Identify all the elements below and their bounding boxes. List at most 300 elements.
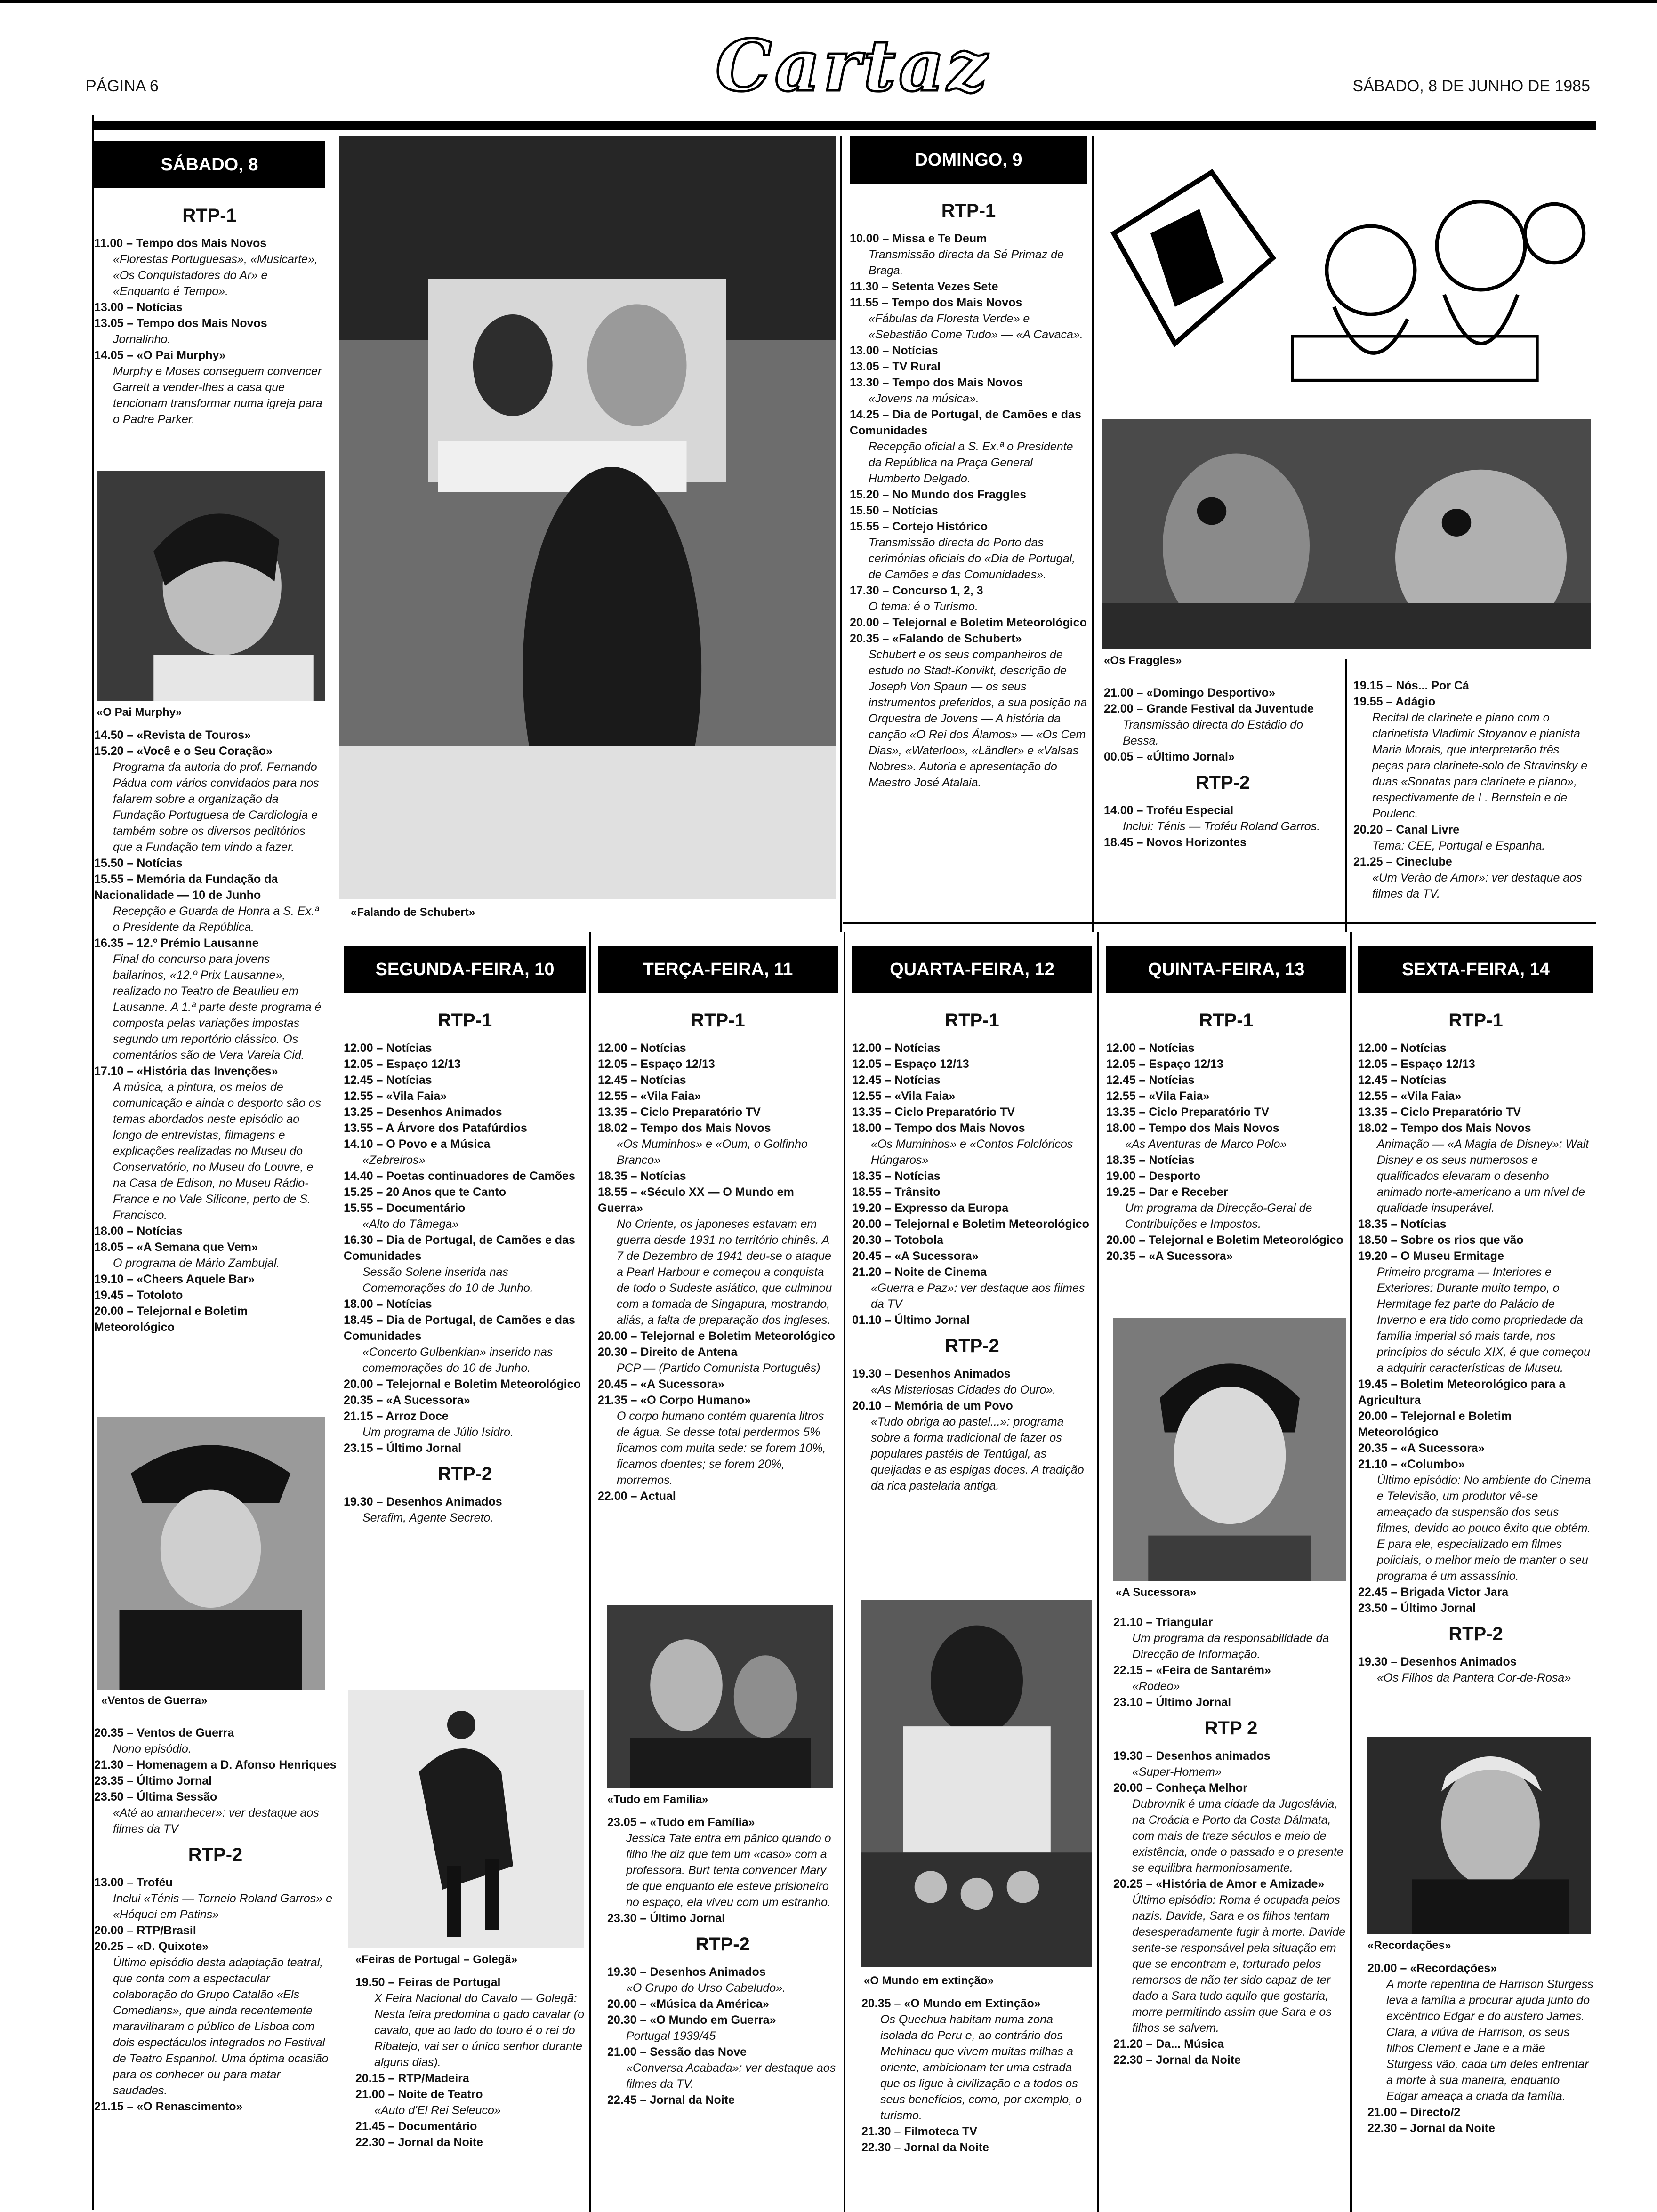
programme-time-title: 19.45 – Boletim Meteorológico para a Agricultura <box>1358 1378 1566 1407</box>
programme-time-title: 13.35 – Ciclo Preparatório TV <box>1106 1106 1269 1119</box>
channel-label: RTP-2 <box>945 1336 999 1356</box>
programme-time-title: 16.35 – 12.º Prémio Lausanne <box>94 937 259 950</box>
divider <box>840 136 842 932</box>
programme-time-title: 12.00 – Notícias <box>1358 1042 1447 1055</box>
programme-time-title: 12.05 – Espaço 12/13 <box>344 1058 461 1071</box>
programme-time-title: 14.50 – «Revista de Touros» <box>94 729 251 742</box>
programme-time-title: 15.20 – No Mundo dos Fraggles <box>850 488 1027 501</box>
programme-entry <box>1106 1072 1346 1088</box>
programme-description: Um programa de Júlio Isidro. <box>362 1426 514 1439</box>
programme-time-title: 15.50 – Notícias <box>850 504 938 517</box>
divider <box>1097 932 1099 2212</box>
programme-time-title: 16.30 – Dia de Portugal, de Camões e das Comunidades <box>344 1234 575 1263</box>
programme-description: Os Quechua habitam numa zona isolada do Peru e, ao contrário dos Mehinacu que vivem muitas milhas a oriente, ambicionam ter uma estrada que os ligue à civilização e a todos os seus benefícios, como, por exemplo, o turismo. <box>880 2013 1082 2122</box>
programme-entry <box>1104 834 1342 850</box>
programme-time-title: 22.45 – Brigada Victor Jara <box>1358 1586 1509 1599</box>
sabado-column-bottom <box>94 1725 337 2210</box>
programme-time-title: 18.00 – Tempo dos Mais Novos <box>852 1122 1025 1135</box>
programme-entry <box>598 1104 838 1120</box>
programme-entry <box>850 615 1087 631</box>
programme-entry <box>344 1232 586 1296</box>
programme-time-title: 20.00 – Telejornal e Boletim Meteorológico <box>1106 1234 1343 1247</box>
programme-entry <box>1104 701 1342 749</box>
channel-label: RTP-1 <box>437 1010 492 1031</box>
programme-entry <box>1106 1184 1346 1232</box>
programme-description: Transmissão directa do Porto das cerimónias oficiais do «Dia de Portugal, de Camões e das Comunidades». <box>869 536 1076 581</box>
programme-time-title: 20.00 – Telejornal e Boletim Meteorológico <box>344 1378 581 1391</box>
caption-tudo-familia: «Tudo em Família» <box>607 1793 708 1806</box>
programme-time-title: 20.30 – «O Mundo em Guerra» <box>607 2013 776 2027</box>
programme-entry <box>344 1056 586 1072</box>
programme-entry <box>852 1232 1092 1248</box>
programme-description: Um programa da Direcção-Geral de Contribuições e Impostos. <box>1125 1202 1312 1231</box>
programme-time-title: 15.55 – Memória da Fundação da Nacionalidade — 10 de Junho <box>94 873 278 902</box>
programme-time-title: 22.30 – Jornal da Noite <box>1367 2122 1495 2135</box>
programme-time-title: 15.50 – Notícias <box>94 857 183 870</box>
programme-entry <box>850 279 1087 295</box>
programme-description: Dubrovnik é uma cidade da Jugoslávia, na Croácia e Porto da Costa Dálmata, com mais de treze séculos e meio de existência, onde o passado e o presente se equilibra harmoniosamente. <box>1132 1797 1343 1875</box>
programme-time-title: 20.35 – «Falando de Schubert» <box>850 632 1022 645</box>
programme-description: Sessão Solene inserida nas Comemorações do 10 de Junho. <box>362 1266 533 1295</box>
programme-entry <box>852 1184 1092 1200</box>
programme-time-title: 21.15 – Arroz Doce <box>344 1410 449 1423</box>
programme-time-title: 19.45 – Totoloto <box>94 1289 183 1302</box>
programme-entry <box>1113 1748 1349 1780</box>
programme-time-title: 22.15 – «Feira de Santarém» <box>1113 1664 1271 1677</box>
segunda-rtp2-column <box>355 1974 586 2210</box>
programme-entry <box>850 359 1087 375</box>
programme-entry <box>1367 2104 1593 2120</box>
programme-entry <box>355 1974 586 2070</box>
terca-column <box>598 946 838 1619</box>
programme-entry <box>850 631 1087 791</box>
divider <box>589 932 591 2212</box>
programme-time-title: 20.25 – «D. Quixote» <box>94 1940 209 1953</box>
programme-entry <box>598 1488 838 1504</box>
programme-description: Tema: CEE, Portugal e Espanha. <box>1372 839 1545 852</box>
programme-description: Transmissão directa do Estádio do Bessa. <box>1123 718 1303 747</box>
programme-entry <box>861 2140 1092 2156</box>
programme-time-title: 20.35 – «A Sucessora» <box>1106 1250 1233 1263</box>
programme-description: «Super-Homem» <box>1132 1765 1222 1779</box>
programme-time-title: 19.30 – Desenhos animados <box>1113 1749 1271 1763</box>
programme-entry <box>94 1063 325 1223</box>
programme-entry <box>355 2070 586 2086</box>
programme-entry <box>1353 822 1591 854</box>
programme-entry <box>852 1072 1092 1088</box>
programme-entry <box>94 727 325 743</box>
programme-entry <box>1113 1780 1349 1876</box>
programme-entry <box>94 1287 325 1303</box>
programme-entry <box>94 743 325 855</box>
domingo-column-cont <box>1104 685 1342 920</box>
segunda-column <box>344 946 586 1680</box>
programme-entry <box>94 1303 325 1335</box>
programme-description: «Os Filhos da Pantera Cor-de-Rosa» <box>1377 1671 1571 1684</box>
programme-entry <box>94 1223 325 1239</box>
programme-time-title: 12.00 – Notícias <box>344 1042 432 1055</box>
programme-time-title: 13.55 – A Árvore dos Patafúrdios <box>344 1122 527 1135</box>
channel-label: RTP-1 <box>1199 1010 1254 1031</box>
programme-entry <box>344 1392 586 1408</box>
programme-time-title: 20.45 – «A Sucessora» <box>598 1378 724 1391</box>
programme-description: Primeiro programa — Interiores e Exteriores: Durante muito tempo, o Hermitage fez parte do Palácio de Inverno e era tido como propriedade da família imperial só mais tarde, nos princípios do século XIX, é que começou a adquirir características de Museu. <box>1377 1266 1591 1375</box>
programme-description: «Os Muminhos» e «Oum, o Golfinho Branco» <box>617 1138 808 1167</box>
programme-description: Nono episódio. <box>113 1742 192 1755</box>
programme-entry <box>344 1136 586 1168</box>
programme-time-title: 20.20 – Canal Livre <box>1353 823 1460 836</box>
day-header-segunda: SEGUNDA-FEIRA, 10 <box>344 946 586 993</box>
programme-entry <box>94 1271 325 1287</box>
programme-time-title: 20.00 – Telejornal e Boletim Meteorológico <box>598 1330 835 1343</box>
programme-time-title: 23.35 – Último Jornal <box>94 1774 212 1787</box>
programme-entry <box>607 1996 838 2012</box>
programme-time-title: 17.10 – «História das Invenções» <box>94 1065 278 1078</box>
programme-entry <box>344 1494 586 1526</box>
programme-entry <box>344 1440 586 1456</box>
programme-entry <box>1106 1152 1346 1168</box>
programme-time-title: 21.00 – Directo/2 <box>1367 2106 1461 2119</box>
programme-description: O tema: é o Turismo. <box>869 600 978 613</box>
programme-time-title: 18.00 – Notícias <box>344 1298 432 1311</box>
programme-entry <box>850 231 1087 279</box>
pai-murphy-photo <box>97 471 325 701</box>
programme-entry <box>94 1923 337 1939</box>
programme-time-title: 20.15 – RTP/Madeira <box>355 2072 469 2085</box>
caption-mundo-extincao: «O Mundo em extinção» <box>864 1974 994 1987</box>
programme-time-title: 21.10 – Triangular <box>1113 1616 1213 1629</box>
programme-time-title: 21.35 – «O Corpo Humano» <box>598 1394 751 1407</box>
recordacoes-photo <box>1367 1737 1591 1934</box>
programme-time-title: 23.05 – «Tudo em Família» <box>607 1816 755 1829</box>
programme-entry <box>1358 1056 1593 1072</box>
programme-entry <box>1106 1104 1346 1120</box>
programme-time-title: 19.25 – Dar e Receber <box>1106 1186 1228 1199</box>
fraggles-drawing <box>1102 160 1591 405</box>
programme-entry <box>1104 749 1342 765</box>
day-header-sexta: SEXTA-FEIRA, 14 <box>1358 946 1593 993</box>
programme-description: «Guerra e Paz»: ver destaque aos filmes da TV <box>871 1282 1085 1311</box>
programme-time-title: 19.30 – Desenhos Animados <box>344 1495 502 1508</box>
programme-entry <box>94 1239 325 1271</box>
programme-description: «Tudo obriga ao pastel...»: programa sobre a forma tradicional de fazer os populares pastéis de Tentúgal, as queijadas e as espigas doces. A tradição da rica pastelaria antiga. <box>871 1415 1084 1492</box>
programme-entry <box>1358 1456 1593 1584</box>
programme-time-title: 18.55 – «Século XX — O Mundo em Guerra» <box>598 1186 794 1215</box>
programme-description: Um programa da responsabilidade da Direcção de Informação. <box>1132 1632 1329 1661</box>
header-rule <box>0 0 1657 3</box>
programme-entry <box>607 1910 838 1926</box>
programme-entry <box>598 1376 838 1392</box>
top-bar <box>94 121 1596 130</box>
programme-time-title: 01.10 – Último Jornal <box>852 1314 970 1327</box>
programme-entry <box>94 1875 337 1923</box>
programme-description: Recepção e Guarda de Honra a S. Ex.ª o Presidente da República. <box>113 905 319 934</box>
channel-label: RTP-2 <box>1195 772 1250 793</box>
programme-time-title: 18.45 – Novos Horizontes <box>1104 836 1247 849</box>
programme-time-title: 19.00 – Desporto <box>1106 1170 1201 1183</box>
programme-time-title: 13.35 – Ciclo Preparatório TV <box>1358 1106 1521 1119</box>
programme-entry <box>1106 1056 1346 1072</box>
programme-time-title: 23.50 – Última Sessão <box>94 1790 217 1803</box>
programme-time-title: 21.10 – «Columbo» <box>1358 1458 1465 1471</box>
programme-entry <box>1358 1584 1593 1600</box>
programme-entry <box>1358 1248 1593 1376</box>
programme-time-title: 14.10 – O Povo e a Música <box>344 1138 491 1151</box>
programme-entry <box>344 1120 586 1136</box>
programme-time-title: 18.35 – Notícias <box>852 1170 941 1183</box>
programme-description: Final do concurso para jovens bailarinos, «12.º Prix Lausanne», realizado no Teatro de Beaulieu em Lausanne. A 1.ª parte deste programa é composta pelas variações impostas segundo um reportório clássico. Os comentários são de Vera Varela Cid. <box>113 953 322 1062</box>
divider <box>843 922 1596 924</box>
programme-entry <box>1104 802 1342 834</box>
programme-entry <box>94 1789 337 1837</box>
sucessora-photo <box>1113 1318 1346 1581</box>
programme-entry <box>344 1168 586 1184</box>
programme-description: «Os Muminhos» e «Contos Folclóricos Húngaros» <box>871 1138 1073 1167</box>
programme-description: O corpo humano contém quarenta litros de água. Se desse total perdermos 5% ficamos com muita sede: se forem 10%, ficamos doentes; se forem 20%, morremos. <box>617 1410 826 1487</box>
programme-time-title: 23.10 – Último Jornal <box>1113 1696 1231 1709</box>
programme-entry <box>850 487 1087 503</box>
programme-description: «As Misteriosas Cidades do Ouro». <box>871 1383 1056 1396</box>
programme-entry <box>1358 1440 1593 1456</box>
programme-time-title: 23.50 – Último Jornal <box>1358 1602 1476 1615</box>
divider <box>1092 136 1094 932</box>
programme-time-title: 18.02 – Tempo dos Mais Novos <box>1358 1122 1531 1135</box>
programme-time-title: 18.35 – Notícias <box>1106 1154 1195 1167</box>
programme-entry <box>850 503 1087 519</box>
programme-entry <box>1353 854 1591 902</box>
programme-time-title: 19.15 – Nós... Por Cá <box>1353 679 1469 692</box>
programme-time-title: 20.00 – Telejornal e Boletim Meteorológico <box>850 616 1087 629</box>
date-label: SÁBADO, 8 DE JUNHO DE 1985 <box>1352 77 1590 95</box>
programme-time-title: 12.45 – Notícias <box>598 1074 686 1087</box>
programme-time-title: 20.35 – «O Mundo em Extinção» <box>861 1997 1041 2010</box>
programme-entry <box>852 1398 1092 1494</box>
programme-entry <box>1113 1614 1349 1662</box>
channel-label: RTP-2 <box>437 1464 492 1484</box>
programme-entry <box>1353 694 1591 822</box>
programme-entry <box>850 519 1087 583</box>
programme-entry <box>344 1376 586 1392</box>
programme-entry <box>344 1088 586 1104</box>
caption-sucessora: «A Sucessora» <box>1116 1586 1197 1599</box>
programme-time-title: 20.35 – «A Sucessora» <box>1358 1442 1485 1455</box>
programme-entry <box>861 2124 1092 2140</box>
fraggles-photo <box>1102 419 1591 649</box>
programme-entry <box>607 1964 838 1996</box>
programme-description: Jornalinho. <box>113 333 171 346</box>
programme-time-title: 19.50 – Feiras de Portugal <box>355 1976 501 1989</box>
programme-entry <box>1358 1104 1593 1120</box>
programme-time-title: 19.30 – Desenhos Animados <box>852 1367 1011 1380</box>
programme-entry <box>355 2118 586 2134</box>
programme-time-title: 12.00 – Notícias <box>1106 1042 1195 1055</box>
programme-description: «Rodeo» <box>1132 1680 1180 1693</box>
programme-entry <box>344 1072 586 1088</box>
programme-description: Recital de clarinete e piano com o clarinetista Vladimir Stoyanov e pianista Maria Morais, que interpretarão três peças para clarinete-solo de Stravinsky e duas «Sonatas para clarinete e piano», respectivamente de L. Bernstein e de Poulenc. <box>1372 711 1588 820</box>
programme-entry <box>850 583 1087 615</box>
schubert-photo <box>339 136 836 899</box>
programme-entry <box>598 1168 838 1184</box>
channel-label: RTP-2 <box>695 1934 750 1955</box>
programme-time-title: 18.45 – Dia de Portugal, de Camões e das Comunidades <box>344 1314 575 1343</box>
channel-label: RTP-1 <box>182 205 237 226</box>
programme-time-title: 20.00 – «Recordações» <box>1367 1962 1497 1975</box>
day-header-sabado: SÁBADO, 8 <box>94 141 325 188</box>
programme-time-title: 12.00 – Notícias <box>598 1042 686 1055</box>
programme-time-title: 20.00 – Telejornal e Boletim Meteorológico <box>1358 1410 1512 1439</box>
programme-time-title: 11.00 – Tempo dos Mais Novos <box>94 237 267 250</box>
programme-entry <box>598 1328 838 1344</box>
programme-time-title: 23.30 – Último Jornal <box>607 1912 725 1925</box>
programme-description: X Feira Nacional do Cavalo — Golegã: Nesta feira predomina o gado cavalar (o cavalo, que ao lado do touro é o rei do Ribatejo, vai ser o único senhor durante alguns dias). <box>374 1992 585 2069</box>
programme-time-title: 19.55 – Adágio <box>1353 695 1436 708</box>
domingo-column <box>850 136 1087 922</box>
programme-entry <box>598 1072 838 1088</box>
programme-time-title: 12.55 – «Vila Faia» <box>1358 1090 1462 1103</box>
programme-entry <box>1353 678 1591 694</box>
programme-entry <box>344 1104 586 1120</box>
sexta-column-bottom <box>1367 1960 1593 2210</box>
programme-entry <box>94 871 325 935</box>
programme-time-title: 18.05 – «A Semana que Vem» <box>94 1241 258 1254</box>
programme-description: Último episódio desta adaptação teatral, que conta com a espectacular colaboração do Grupo Catalão «Els Comedians», que ainda recentemente maravilharam o público de Lisboa com dois espectáculos integrados no Festival de Teatro Espanhol. Uma óptima ocasião para os conhecer ou para matar saudades. <box>113 1956 329 2097</box>
caption-schubert: «Falando de Schubert» <box>351 906 475 919</box>
programme-description: «O Grupo do Urso Cabeludo». <box>626 1981 786 1995</box>
page-label: PÁGINA 6 <box>86 77 159 95</box>
channel-label: RTP-1 <box>1448 1010 1503 1031</box>
programme-time-title: 13.05 – TV Rural <box>850 360 941 373</box>
programme-time-title: 13.00 – Troféu <box>94 1876 173 1889</box>
quinta-column <box>1106 946 1346 1308</box>
programme-description: O programa de Mário Zambujal. <box>113 1257 280 1270</box>
programme-entry <box>852 1200 1092 1216</box>
divider <box>1345 659 1347 932</box>
mundo-extincao-photo <box>861 1600 1092 1967</box>
programme-time-title: 11.55 – Tempo dos Mais Novos <box>850 296 1022 309</box>
programme-description: «Alto do Tâmega» <box>362 1218 459 1231</box>
programme-description: «Até ao amanhecer»: ver destaque aos filmes da TV <box>113 1806 319 1835</box>
programme-entry <box>598 1040 838 1056</box>
quarta-column <box>852 946 1092 1605</box>
sabado-column-top <box>94 141 325 466</box>
programme-time-title: 13.35 – Ciclo Preparatório TV <box>852 1106 1015 1119</box>
programme-entry <box>344 1040 586 1056</box>
programme-time-title: 21.30 – Filmoteca TV <box>861 2125 977 2138</box>
programme-time-title: 14.25 – Dia de Portugal, de Camões e das Comunidades <box>850 408 1081 437</box>
programme-entry <box>94 299 325 315</box>
quinta-column-bottom <box>1113 1614 1349 2210</box>
programme-time-title: 13.05 – Tempo dos Mais Novos <box>94 317 267 330</box>
programme-entry <box>94 315 325 347</box>
programme-entry <box>852 1216 1092 1232</box>
programme-entry <box>1358 1654 1593 1686</box>
programme-entry <box>355 2086 586 2118</box>
programme-description: Programa da autoria do prof. Fernando Pádua com vários convidados para nos falarem sobre a organização da Fundação Portuguesa de Cardiologia e também sobre os diversos peditórios que a Fundação tem vindo a fazer. <box>113 761 319 854</box>
programme-entry <box>344 1296 586 1312</box>
programme-entry <box>852 1264 1092 1312</box>
programme-time-title: 21.00 – Noite de Teatro <box>355 2088 483 2101</box>
programme-time-title: 21.45 – Documentário <box>355 2120 477 2133</box>
programme-time-title: 14.05 – «O Pai Murphy» <box>94 349 226 362</box>
programme-description: «Jovens na música». <box>869 392 979 405</box>
sabado-column-middle <box>94 727 325 1414</box>
programme-time-title: 21.00 – «Domingo Desportivo» <box>1104 686 1276 699</box>
programme-time-title: 21.15 – «O Renascimento» <box>94 2100 243 2113</box>
programme-entry <box>1358 1120 1593 1216</box>
programme-entry <box>852 1088 1092 1104</box>
programme-time-title: 12.05 – Espaço 12/13 <box>1358 1058 1475 1071</box>
programme-entry <box>1367 1960 1593 2104</box>
programme-description: «Zebreiros» <box>362 1154 426 1167</box>
programme-entry <box>344 1200 586 1232</box>
programme-entry <box>1106 1120 1346 1152</box>
programme-description: «Fábulas da Floresta Verde» e «Sebastião Come Tudo» — «A Cavaca». <box>869 312 1083 341</box>
programme-entry <box>598 1184 838 1328</box>
programme-entry <box>344 1312 586 1376</box>
programme-description: A morte repentina de Harrison Sturgess leva a família a procurar ajuda junto do excêntrico Edgar e do austero James. Clara, a viúva de Harrison, os seus filhos Clement e Jane e a mãe Sturgess vão, cada um deles enfrentar a morte à sua maneira, enquanto Edgar ameaça a criada da família. <box>1386 1978 1593 2103</box>
programme-entry <box>852 1366 1092 1398</box>
programme-entry <box>94 235 325 299</box>
programme-time-title: 20.35 – «A Sucessora» <box>344 1394 470 1407</box>
programme-time-title: 12.45 – Notícias <box>1358 1074 1447 1087</box>
domingo-rtp2-column <box>1353 678 1591 922</box>
programme-time-title: 22.00 – Actual <box>598 1490 676 1503</box>
programme-description: Serafim, Agente Secreto. <box>362 1511 494 1524</box>
programme-entry <box>598 1056 838 1072</box>
programme-entry <box>1113 1694 1349 1710</box>
programme-description: Animação — «A Magia de Disney»: Walt Disney e os seus numerosos e qualificados elevaram o desenho animado norte-americano a um nível de qualidade insuperável. <box>1377 1138 1589 1215</box>
day-header-terca: TERÇA-FEIRA, 11 <box>598 946 838 993</box>
programme-time-title: 12.55 – «Vila Faia» <box>598 1090 701 1103</box>
programme-time-title: 21.20 – Da... Música <box>1113 2037 1224 2051</box>
quarta-column-bottom <box>861 1996 1092 2210</box>
programme-description: «Florestas Portuguesas», «Musicarte», «Os Conquistadores do Ar» e «Enquanto é Tempo». <box>113 253 318 298</box>
feiras-photo <box>348 1690 584 1948</box>
programme-entry <box>852 1056 1092 1072</box>
programme-entry <box>94 935 325 1063</box>
programme-time-title: 22.30 – Jornal da Noite <box>861 2141 989 2154</box>
programme-time-title: 20.45 – «A Sucessora» <box>852 1250 979 1263</box>
programme-time-title: 12.55 – «Vila Faia» <box>344 1090 447 1103</box>
programme-description: «Concerto Gulbenkian» inserido nas comemorações do 10 de Junho. <box>362 1346 553 1375</box>
programme-time-title: 18.55 – Trânsito <box>852 1186 941 1199</box>
programme-time-title: 12.45 – Notícias <box>344 1074 432 1087</box>
programme-entry <box>1106 1232 1346 1248</box>
programme-entry <box>1104 685 1342 701</box>
programme-entry <box>607 2012 838 2044</box>
programme-entry <box>355 2134 586 2150</box>
programme-description: «As Aventuras de Marco Polo» <box>1125 1138 1287 1151</box>
programme-time-title: 18.50 – Sobre os rios que vão <box>1358 1234 1524 1247</box>
caption-feiras: «Feiras de Portugal – Golegã» <box>355 1953 518 1966</box>
programme-time-title: 00.05 – «Último Jornal» <box>1104 750 1235 763</box>
programme-time-title: 12.45 – Notícias <box>852 1074 941 1087</box>
caption-ventos: «Ventos de Guerra» <box>101 1694 208 1707</box>
programme-time-title: 20.25 – «História de Amor e Amizade» <box>1113 1877 1325 1891</box>
programme-time-title: 13.25 – Desenhos Animados <box>344 1106 502 1119</box>
programme-time-title: 19.30 – Desenhos Animados <box>1358 1655 1517 1668</box>
programme-entry <box>850 407 1087 487</box>
programme-time-title: 13.30 – Tempo dos Mais Novos <box>850 376 1023 389</box>
programme-time-title: 13.35 – Ciclo Preparatório TV <box>598 1106 761 1119</box>
programme-entry <box>94 855 325 871</box>
caption-recordacoes: «Recordações» <box>1367 1939 1451 1952</box>
channel-label: RTP 2 <box>1204 1718 1258 1739</box>
programme-description: «Auto d'El Rei Seleuco» <box>374 2104 501 2117</box>
day-header-quinta: QUINTA-FEIRA, 13 <box>1106 946 1346 993</box>
programme-entry <box>852 1104 1092 1120</box>
programme-description: «Conversa Acabada»: ver destaque aos filmes da TV. <box>626 2061 836 2091</box>
